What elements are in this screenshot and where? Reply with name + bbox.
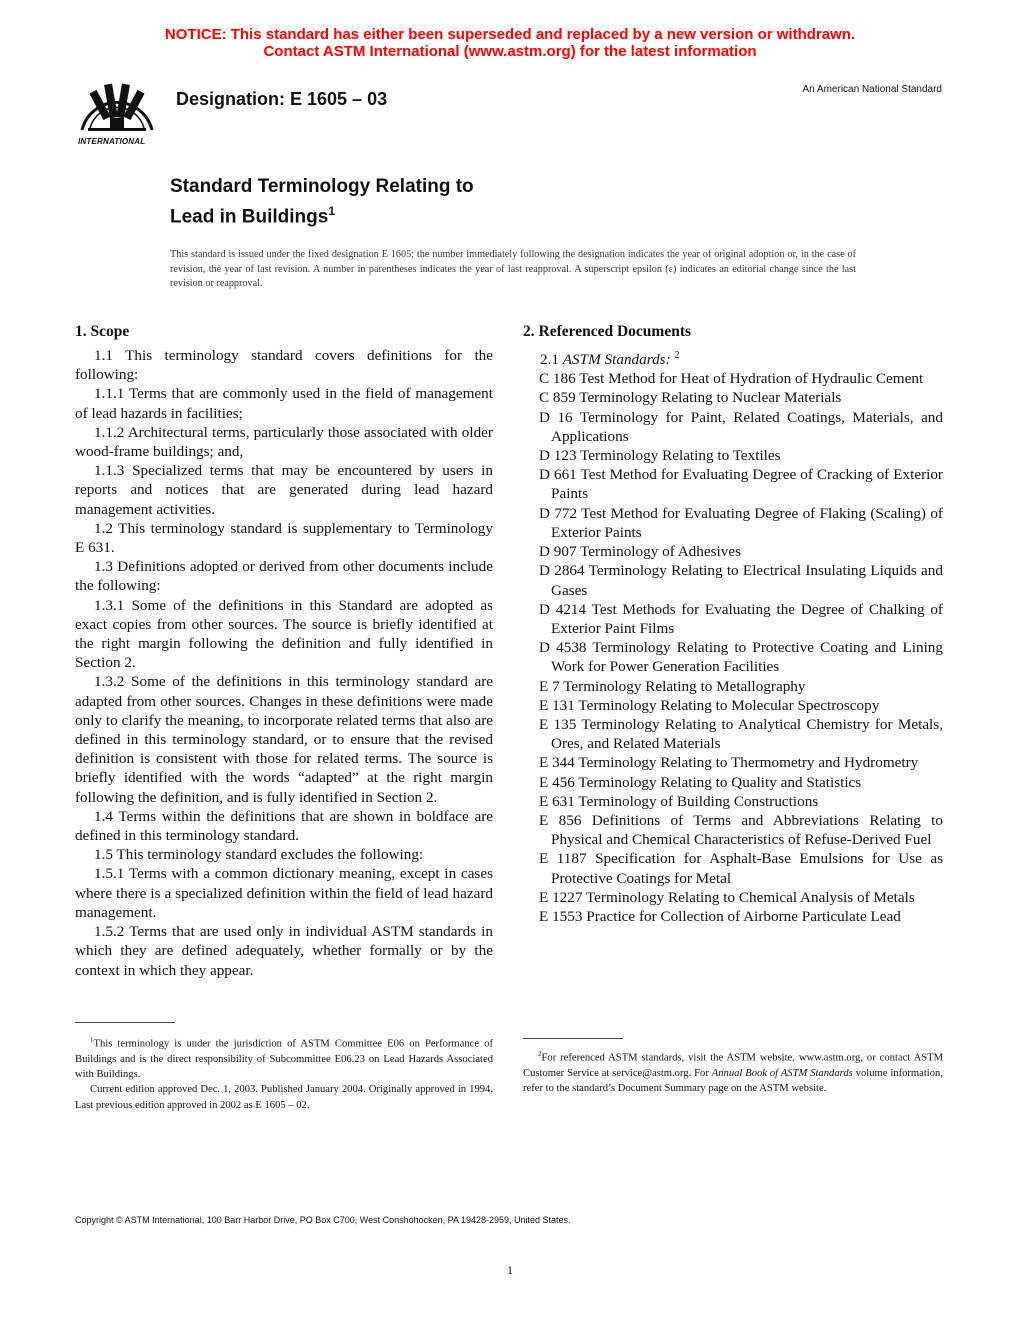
references-intro-number: 2.1 [540, 351, 559, 369]
scope-paragraph: 1.5.1 Terms with a common dictionary meaning, except in cases where there is a specialized definition within the field of lead hazard management. [75, 865, 493, 921]
scope-paragraph: 1.5 This terminology standard excludes the following: [94, 846, 424, 864]
notice-line-2: Contact ASTM International (www.astm.org) for the latest information [263, 43, 757, 60]
copyright-line: Copyright © ASTM International, 100 Barr Harbor Drive, PO Box C700, West Conshohocken, PA 19428-2959, United States. [75, 1215, 571, 1225]
reference-item: D 123 Terminology Relating to Textiles [539, 447, 781, 465]
scope-paragraph: 1.2 This terminology standard is supplementary to Terminology E 631. [75, 519, 493, 557]
scope-paragraph: 1.1.3 Specialized terms that may be encountered by users in reports and notices that are generated during lead hazard management activities. [75, 462, 493, 518]
footnote-2-mark: 2 [538, 1050, 542, 1058]
scope-paragraph: 1.3.2 Some of the definitions in this terminology standard are adapted from other sources. Changes in these definitions were made only to clarify the meaning, to incorporate related terms that also are defined in this terminology standard, or to ensure that the revised definition is consistent with those for related terms. The source is briefly identified with the words “adapted” at the right margin following the definition, and is fully identified in Section 2. [75, 673, 493, 806]
footnote-2-italic: Annual Book of ASTM Standards [711, 1067, 853, 1079]
scope-paragraph: 1.5.2 Terms that are used only in individual ASTM standards in which they are defined adequately, whether formally or by the context in which they appear. [75, 923, 493, 979]
footnote-1 [75, 1033, 493, 1113]
scope-paragraph: 1.1.2 Architectural terms, particularly those associated with older wood-frame buildings; and, [75, 423, 493, 461]
title-footnote-mark: 1 [328, 204, 336, 218]
reference-item: E 135 Terminology Relating to Analytical Chemistry for Metals, Ores, and Related Materials [539, 715, 943, 753]
footnote-rule-right [523, 1038, 623, 1039]
references-footnote-mark: 2 [674, 350, 680, 361]
title-line-1: Standard Terminology Relating to [170, 176, 474, 197]
reference-item: E 1187 Specification for Asphalt-Base Emulsions for Use as Protective Coatings for Metal [539, 850, 943, 887]
footnote-1-mark: 1 [90, 1036, 94, 1044]
reference-item: C 859 Terminology Relating to Nuclear Materials [539, 389, 842, 407]
references-intro [523, 346, 943, 369]
title-line-2-text: Lead in Buildings [170, 206, 329, 228]
notice-line-1: NOTICE: This standard has either been superseded and replaced by a new version or withdrawn. [164, 26, 856, 43]
reference-item: D 4214 Test Methods for Evaluating the Degree of Chalking of Exterior Paint Films [539, 600, 943, 637]
reference-item: E 1227 Terminology Relating to Chemical Analysis of Metals [539, 888, 915, 906]
reference-item: E 856 Definitions of Terms and Abbreviations Relating to Physical and Chemical Characteristics of Refuse-Derived Fuel [539, 811, 943, 849]
scope-paragraph: 1.1 This terminology standard covers definitions for the following: [75, 347, 493, 384]
reference-item: E 131 Terminology Relating to Molecular Spectroscopy [539, 696, 880, 714]
footnote-2-body-a: For referenced ASTM standards, visit the ASTM website, www.astm.org, or contact ASTM Customer Service at service@astm.org. For [523, 1052, 943, 1079]
scope-section [75, 322, 493, 980]
scope-paragraph: 1.3 Definitions adopted or derived from other documents include the following: [75, 558, 493, 595]
reference-item: D 2864 Terminology Relating to Electrical Insulating Liquids and Gases [539, 562, 943, 599]
reference-item: E 344 Terminology Relating to Thermometry and Hydrometry [539, 754, 919, 772]
scope-paragraph: 1.3.1 Some of the definitions in this Standard are adopted as exact copies from other sources. The source is briefly identified at the right margin following the definition and fully identified in Section 2. [75, 596, 493, 672]
title-line-2 [170, 199, 474, 229]
reference-item: D 661 Test Method for Evaluating Degree of Cracking of Exterior Paints [539, 466, 943, 503]
scope-paragraph: 1.4 Terms within the definitions that are shown in boldface are defined in this terminology standard. [75, 807, 493, 845]
reference-item: E 7 Terminology Relating to Metallography [539, 677, 806, 695]
logo-caption: INTERNATIONAL [78, 137, 146, 146]
reference-item: D 4538 Terminology Relating to Protective Coating and Lining Work for Power Generation Facilities [539, 639, 943, 676]
reference-item: E 631 Terminology of Building Constructions [539, 792, 819, 810]
references-heading: 2. Referenced Documents [523, 323, 692, 340]
reference-item: E 456 Terminology Relating to Quality and Statistics [539, 773, 862, 791]
footnote-2 [523, 1047, 943, 1096]
designation: Designation: E 1605 – 03 [176, 89, 388, 109]
withdrawn-notice [0, 26, 1020, 60]
reference-item: D 772 Test Method for Evaluating Degree of Flaking (Scaling) of Exterior Paints [539, 504, 943, 541]
national-standard-label: An American National Standard [802, 84, 942, 95]
footnote-1-text [75, 1033, 493, 1082]
scope-paragraph: 1.1.1 Terms that are commonly used in the field of management of lead hazards in facilities; [75, 385, 493, 422]
page-number: 1 [507, 1263, 513, 1277]
footnote-1-body: This terminology is under the jurisdiction of ASTM Committee E06 on Performance of Buildings and is the direct responsibility of Subcommittee E06.23 on Lead Hazards Associated with Buildings. [75, 1038, 493, 1081]
footnote-rule-left [75, 1022, 175, 1023]
references-intro-label: ASTM Standards: [562, 351, 671, 369]
reference-item: D 907 Terminology of Adhesives [539, 543, 741, 561]
reference-item: E 1553 Practice for Collection of Airborne Particulate Lead [539, 907, 901, 925]
scope-heading: 1. Scope [75, 323, 130, 340]
issuance-statement: This standard is issued under the fixed designation E 1605; the number immediately following the designation indicates the year of original adoption or, in the case of revision, the year of last revision. A number in parentheses indicates the year of last reapproval. A superscript epsilon (ε) indicates an editorial change since the last revision or reapproval. [170, 249, 856, 289]
document-title [170, 174, 474, 229]
reference-item: D 16 Terminology for Paint, Related Coatings, Materials, and Applications [539, 408, 943, 445]
footnote-1-edition: Current edition approved Dec. 1, 2003. Published January 2004. Originally approved in 1994. Last previous edition approved in 2002 as E 1605 – 02. [75, 1084, 493, 1111]
referenced-documents-section [523, 322, 943, 926]
footnote-2-body-b: volume information, refer to the standard’s Document Summary page on the ASTM website. [523, 1067, 943, 1095]
footnote-2-text [523, 1047, 943, 1096]
reference-item: C 186 Test Method for Heat of Hydration of Hydraulic Cement [539, 370, 924, 388]
